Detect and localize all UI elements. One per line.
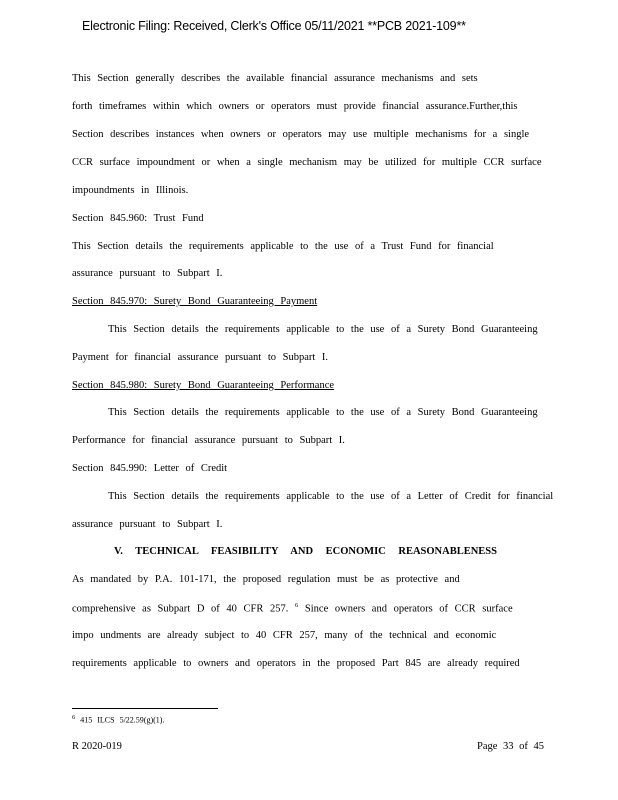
docket-number: R 2020-019 [72,741,122,752]
body-line: impo undments are already subject to 40 CFR 257, many of the technical and economic [72,630,497,641]
body-line-part: Since owners and operators of CCR surface [298,603,513,615]
section-heading: Section 845.960: Trust Fund [72,213,204,224]
body-line-part: comprehensive as Subpart D of 40 CFR 257. [72,603,289,615]
page-number: Page 33 of 45 [477,741,545,752]
body-line: As mandated by P.A. 101-171, the proposed regulation must be as protective and [72,574,460,585]
body-line: CCR surface impoundment or when a single mechanism may be utilized for multiple CCR surface [72,157,542,168]
body-line: impoundments in Illinois. [72,185,189,196]
body-line: This Section details the requirements applicable to the use of a Surety Bond Guaranteeing [108,407,538,418]
body-line [72,602,513,615]
body-line: assurance pursuant to Subpart I. [72,268,223,279]
section-heading: Section 845.980: Surety Bond Guaranteeing Performance [72,380,335,391]
body-line: requirements applicable to owners and operators in the proposed Part 845 are already required [72,658,520,669]
body-line: This Section generally describes the available financial assurance mechanisms and sets [72,73,478,84]
footnote-ref: 6 [295,602,299,609]
body-line: Payment for financial assurance pursuant to Subpart I. [72,352,329,363]
body-line: forth timeframes within which owners or operators must provide financial assurance.Further,this [72,101,518,112]
footnote-text: 415 ILCS 5/22.59(g)(1). [75,715,165,725]
footnote [72,714,164,725]
filing-stamp: Electronic Filing: Received, Clerk's Office 05/11/2021 **PCB 2021-109** [82,19,466,33]
section-heading: Section 845.990: Letter of Credit [72,463,228,474]
body-line: assurance pursuant to Subpart I. [72,519,223,530]
footnote-marker: 6 [72,714,76,721]
body-line: Performance for financial assurance pursuant to Subpart I. [72,435,345,446]
body-line: Section describes instances when owners or operators may use multiple mechanisms for a single [72,129,530,140]
body-line: This Section details the requirements applicable to the use of a Trust Fund for financial [72,241,494,252]
body-line: This Section details the requirements applicable to the use of a Surety Bond Guaranteeing [108,324,538,335]
footnote-divider [72,708,218,709]
section-heading: Section 845.970: Surety Bond Guaranteeing Payment [72,296,318,307]
body-line: This Section details the requirements applicable to the use of a Letter of Credit for financial [108,491,554,502]
chapter-heading: V. TECHNICAL FEASIBILITY AND ECONOMIC REASONABLENESS [114,546,497,557]
